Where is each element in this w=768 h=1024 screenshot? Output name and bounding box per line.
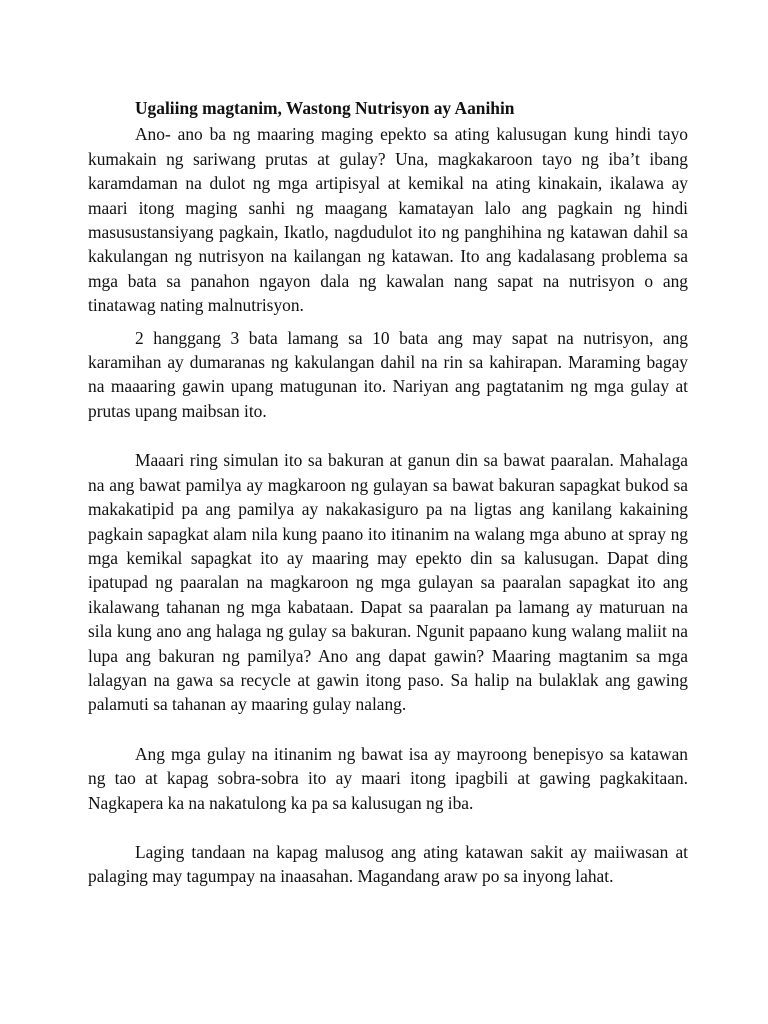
paragraph-3: Maaari ring simulan ito sa bakuran at ganun din sa bawat paaralan. Mahalaga na ang bawat pamilya ay magkaroon ng gulayan sa bawat bakuran sapagkat bukod sa makakatipid pa ang pamilya ay nakakasiguro pa na ligtas ang kanilang kakaining pagkain sapagkat alam nila kung paano ito itinanim na walang mga abuno at spray ng mga kemikal sapagkat ito ay maaring may epekto din sa kalusugan. Dapat ding ipatupad ng paaralan na magkaroon ng mga gulayan sa paaralan sapagkat ito ang ikalawang tahanan ng mga kabataan. Dapat sa paaralan pa lamang ay maturuan na sila kung ano ang halaga ng gulay sa bakuran. Ngunit papaano kung walang maliit na lupa ang bakuran ng pamilya? Ano ang dapat gawin? Maaring magtanim sa mga lalagyan na gawa sa recycle at gawin itong paso. Sa halip na bulaklak ang gawing palamuti sa tahanan ay maaring gulay nalang. — [88, 450, 688, 715]
paragraph-1: Ano- ano ba ng maaring maging epekto sa ating kalusugan kung hindi tayo kumakain ng sariwang prutas at gulay? Una, magkakaroon tayo ng iba’t ibang karamdaman na dulot ng mga artipisyal at kemikal na ating kinakain, ikalawa ay maari itong maging sanhi ng maagang kamatayan lalo ang pagkain ng hindi masusustansiyang pagkain, Ikatlo, nagdudulot ito ng panghihina ng katawan dahil sa kakulangan ng nutrisyon na kailangan ng katawan. Ito ang kadalasang problema sa mga bata sa panahon ngayon dala ng kawalan nang sapat na nutrisyon o ang tinatawag nating malnutrisyon. — [88, 124, 688, 316]
paragraph-5: Laging tandaan na kapag malusog ang ating katawan sakit ay maiiwasan at palaging may tagumpay na inaasahan. Magandang araw po sa inyong lahat. — [88, 841, 688, 887]
paragraph-2: 2 hanggang 3 bata lamang sa 10 bata ang may sapat na nutrisyon, ang karamihan ay dumaranas ng kakulangan dahil na rin sa kahirapan. Maraming bagay na maaaring gawin upang matugunan ito. Nariyan ang pagtatanim ng mga gulay at prutas upang maibsan ito. — [88, 327, 688, 421]
document-page — [88, 96, 688, 889]
paragraph-4: Ang mga gulay na itinanim ng bawat isa ay mayroong benepisyo sa katawan ng tao at kapag sobra-sobra ito ay maari itong ipagbili at gawing pagkakitaan. Nagkapera ka na nakatulong ka pa sa kalusugan ng iba. — [88, 743, 688, 813]
document-title: Ugaliing magtanim, Wastong Nutrisyon ay Aanihin — [135, 98, 515, 118]
